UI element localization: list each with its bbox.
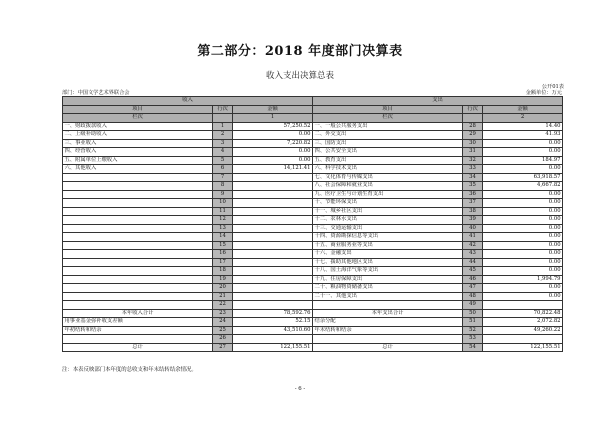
income-amount-cell (233, 284, 313, 293)
expense-rowno-cell: 32 (463, 156, 483, 165)
income-item-cell: 四、经营收入 (63, 148, 213, 157)
income-rowno-cell: 7 (213, 173, 233, 182)
table-title: 收入支出决算总表 (265, 71, 334, 81)
table-row (63, 199, 563, 208)
table-row (63, 292, 563, 301)
income-rowno-cell: 21 (213, 292, 233, 301)
income-amount-cell: 57,250.52 (233, 122, 313, 131)
income-rowno-cell: 13 (213, 224, 233, 233)
expense-amount-cell: 0.00 (483, 199, 563, 208)
document-title: 第二部分：2018 年度部门决算表 (197, 44, 403, 59)
income-amount-cell: 0.00 (233, 156, 313, 165)
income-item-cell: 总计 (63, 343, 213, 352)
expense-amount-cell (483, 335, 563, 344)
expense-item-header: 项目 (313, 105, 463, 114)
table-row (63, 165, 563, 174)
income-rowno-cell: 6 (213, 165, 233, 174)
income-item-cell (63, 275, 213, 284)
expense-item-cell: 十、节能环保支出 (313, 199, 463, 208)
table-row (63, 284, 563, 293)
expense-item-cell: 十七、援助其他地区支出 (313, 258, 463, 267)
expense-amount-cell: 1,994.79 (483, 275, 563, 284)
income-amount-cell (233, 275, 313, 284)
income-amount-cell (233, 335, 313, 344)
expense-amount-cell: 63,918.57 (483, 173, 563, 182)
income-amount-cell (233, 250, 313, 259)
income-rowno-cell: 8 (213, 182, 233, 191)
expense-rowno-cell: 39 (463, 216, 483, 225)
table-row (63, 241, 563, 250)
income-item-cell (63, 250, 213, 259)
expense-rowno-cell: 51 (463, 318, 483, 327)
table-row (63, 335, 563, 344)
expense-rowno-cell: 37 (463, 199, 483, 208)
income-rowno-cell: 17 (213, 258, 233, 267)
income-item-cell (63, 301, 213, 310)
table-meta-row (62, 89, 562, 96)
table-footnote: 注：本表反映部门本年度的总收支和年末结转结余情况。 (62, 367, 197, 373)
expense-amount-cell: 4,667.82 (483, 182, 563, 191)
table-row (63, 224, 563, 233)
expense-header: 支出 (313, 97, 563, 106)
table-row (63, 326, 563, 335)
table-row (63, 250, 563, 259)
income-expense-table (62, 96, 563, 352)
income-item-header: 项目 (63, 105, 213, 114)
table-row (63, 318, 563, 327)
income-item-cell: 本年收入合计 (63, 309, 213, 318)
income-amount-cell (233, 292, 313, 301)
table-row (63, 182, 563, 191)
expense-rowno-header: 行次 (463, 105, 483, 114)
income-amount-cell: 0.00 (233, 131, 313, 140)
expense-rowno-cell: 30 (463, 139, 483, 148)
income-amount-cell (233, 241, 313, 250)
expense-amount-cell: 0.00 (483, 148, 563, 157)
expense-item-cell: 年末结转和结余 (313, 326, 463, 335)
expense-item-cell: 十九、住房保障支出 (313, 275, 463, 284)
expense-amount-cell: 70,822.48 (483, 309, 563, 318)
expense-rowno-cell: 28 (463, 122, 483, 131)
expense-rowno-cell: 44 (463, 258, 483, 267)
income-item-cell: 一、财政拨款收入 (63, 122, 213, 131)
income-rowno-cell: 11 (213, 207, 233, 216)
expense-amount-cell (483, 301, 563, 310)
table-row (63, 207, 563, 216)
income-amount-cell (233, 182, 313, 191)
income-rowno-cell: 3 (213, 139, 233, 148)
expense-item-cell: 一、一般公共服务支出 (313, 122, 463, 131)
expense-rowno-cell: 41 (463, 233, 483, 242)
expense-rowno-cell: 50 (463, 309, 483, 318)
expense-amount-cell: 184.97 (483, 156, 563, 165)
table-row (63, 173, 563, 182)
income-item-cell (63, 173, 213, 182)
expense-amount-cell: 0.00 (483, 241, 563, 250)
expense-amount-cell: 0.00 (483, 139, 563, 148)
expense-amount-cell: 41.93 (483, 131, 563, 140)
expense-rowno-cell: 38 (463, 207, 483, 216)
income-colnum-value: 1 (233, 114, 313, 123)
expense-item-cell: 十一、城乡社区支出 (313, 207, 463, 216)
column-header-row (63, 105, 563, 114)
expense-item-cell: 十八、国土海洋气象等支出 (313, 267, 463, 276)
expense-item-cell: 十四、资源勘探信息等支出 (313, 233, 463, 242)
income-rowno-cell: 23 (213, 309, 233, 318)
income-rowno-cell: 20 (213, 284, 233, 293)
expense-amount-header: 金额 (483, 105, 563, 114)
income-rowno-cell: 2 (213, 131, 233, 140)
expense-colnum-label: 栏次 (313, 114, 463, 123)
income-rowno-cell: 25 (213, 326, 233, 335)
column-number-row (63, 114, 563, 123)
expense-amount-cell: 0.00 (483, 267, 563, 276)
income-rowno-cell: 18 (213, 267, 233, 276)
expense-item-cell: 十五、商业服务业等支出 (313, 241, 463, 250)
income-item-cell (63, 190, 213, 199)
expense-item-cell: 二十一、其他支出 (313, 292, 463, 301)
table-row (63, 190, 563, 199)
income-colnum-label: 栏次 (63, 114, 213, 123)
expense-item-cell: 结余分配 (313, 318, 463, 327)
expense-colnum-value: 2 (483, 114, 563, 123)
expense-amount-cell: 14.40 (483, 122, 563, 131)
expense-amount-cell: 0.00 (483, 165, 563, 174)
expense-amount-cell: 0.00 (483, 233, 563, 242)
table-row (63, 216, 563, 225)
income-item-cell (63, 267, 213, 276)
expense-item-cell (313, 335, 463, 344)
expense-colnum-empty (463, 114, 483, 123)
income-rowno-cell: 16 (213, 250, 233, 259)
income-item-cell: 五、附属单位上缴收入 (63, 156, 213, 165)
expense-item-cell: 五、教育支出 (313, 156, 463, 165)
amount-unit: 金额单位：万元 (525, 90, 562, 96)
department-name: 部门：中国文学艺术界联合会 (62, 90, 130, 96)
expense-item-cell: 十三、交通运输支出 (313, 224, 463, 233)
expense-item-cell: 十六、金融支出 (313, 250, 463, 259)
income-amount-cell: 78,592.76 (233, 309, 313, 318)
income-rowno-cell: 19 (213, 275, 233, 284)
income-rowno-cell: 12 (213, 216, 233, 225)
income-rowno-cell: 15 (213, 241, 233, 250)
income-amount-header: 金额 (233, 105, 313, 114)
income-amount-cell (233, 233, 313, 242)
income-amount-cell: 43,510.60 (233, 326, 313, 335)
expense-rowno-cell: 31 (463, 148, 483, 157)
table-row (63, 131, 563, 140)
income-item-cell: 六、其他收入 (63, 165, 213, 174)
expense-item-cell (313, 301, 463, 310)
income-rowno-cell: 24 (213, 318, 233, 327)
table-row (63, 139, 563, 148)
income-amount-cell (233, 207, 313, 216)
table-row (63, 258, 563, 267)
income-rowno-cell: 4 (213, 148, 233, 157)
income-amount-cell: 52.15 (233, 318, 313, 327)
expense-item-cell: 七、文化体育与传媒支出 (313, 173, 463, 182)
table-row (63, 122, 563, 131)
expense-amount-cell: 49,260.22 (483, 326, 563, 335)
income-amount-cell: 14,121.41 (233, 165, 313, 174)
income-amount-cell (233, 199, 313, 208)
income-rowno-cell: 22 (213, 301, 233, 310)
expense-rowno-cell: 35 (463, 182, 483, 191)
expense-rowno-cell: 40 (463, 224, 483, 233)
income-item-cell (63, 224, 213, 233)
expense-rowno-cell: 42 (463, 241, 483, 250)
income-colnum-empty (213, 114, 233, 123)
income-amount-cell: 0.00 (233, 148, 313, 157)
income-amount-cell (233, 267, 313, 276)
income-amount-cell: 7,220.82 (233, 139, 313, 148)
expense-item-cell: 六、科学技术支出 (313, 165, 463, 174)
table-row (63, 156, 563, 165)
income-item-cell (63, 335, 213, 344)
expense-item-cell: 三、国防支出 (313, 139, 463, 148)
page-number: - 6 - (294, 386, 306, 392)
expense-rowno-cell: 47 (463, 284, 483, 293)
expense-rowno-cell: 33 (463, 165, 483, 174)
expense-item-cell: 总计 (313, 343, 463, 352)
form-number: 公开01表 (541, 84, 564, 90)
expense-amount-cell: 0.00 (483, 250, 563, 259)
income-rowno-header: 行次 (213, 105, 233, 114)
expense-rowno-cell: 54 (463, 343, 483, 352)
income-rowno-cell: 26 (213, 335, 233, 344)
income-item-cell (63, 216, 213, 225)
income-item-cell (63, 241, 213, 250)
table-row (63, 309, 563, 318)
income-rowno-cell: 10 (213, 199, 233, 208)
expense-amount-cell: 0.00 (483, 190, 563, 199)
expense-rowno-cell: 46 (463, 275, 483, 284)
expense-rowno-cell: 43 (463, 250, 483, 259)
expense-item-cell: 二、外交支出 (313, 131, 463, 140)
expense-rowno-cell: 49 (463, 301, 483, 310)
income-item-cell (63, 207, 213, 216)
income-amount-cell (233, 216, 313, 225)
expense-amount-cell: 0.00 (483, 258, 563, 267)
table-row (63, 233, 563, 242)
table-row (63, 267, 563, 276)
income-item-cell (63, 292, 213, 301)
income-item-cell (63, 199, 213, 208)
expense-item-cell: 二十、粮油物资储备支出 (313, 284, 463, 293)
income-item-cell (63, 258, 213, 267)
expense-item-cell: 本年支出合计 (313, 309, 463, 318)
expense-amount-cell: 0.00 (483, 284, 563, 293)
expense-amount-cell: 0.00 (483, 216, 563, 225)
income-amount-cell (233, 258, 313, 267)
income-rowno-cell: 27 (213, 343, 233, 352)
income-item-cell (63, 284, 213, 293)
expense-rowno-cell: 48 (463, 292, 483, 301)
income-item-cell (63, 233, 213, 242)
income-rowno-cell: 1 (213, 122, 233, 131)
income-rowno-cell: 5 (213, 156, 233, 165)
table-row (63, 275, 563, 284)
table-row (63, 148, 563, 157)
expense-rowno-cell: 29 (463, 131, 483, 140)
income-amount-cell (233, 190, 313, 199)
expense-amount-cell: 0.00 (483, 292, 563, 301)
income-item-cell: 三、事业收入 (63, 139, 213, 148)
expense-rowno-cell: 36 (463, 190, 483, 199)
expense-amount-cell: 122,155.51 (483, 343, 563, 352)
expense-item-cell: 四、公共安全支出 (313, 148, 463, 157)
income-item-cell (63, 182, 213, 191)
section-header-row (63, 97, 563, 106)
income-amount-cell (233, 173, 313, 182)
expense-item-cell: 九、医疗卫生与计划生育支出 (313, 190, 463, 199)
expense-rowno-cell: 45 (463, 267, 483, 276)
expense-rowno-cell: 34 (463, 173, 483, 182)
income-header: 收入 (63, 97, 313, 106)
expense-amount-cell: 0.00 (483, 224, 563, 233)
income-item-cell: 年初结转和结余 (63, 326, 213, 335)
expense-amount-cell: 0.00 (483, 207, 563, 216)
expense-amount-cell: 2,072.82 (483, 318, 563, 327)
expense-rowno-cell: 52 (463, 326, 483, 335)
income-amount-cell: 122,155.51 (233, 343, 313, 352)
income-rowno-cell: 9 (213, 190, 233, 199)
table-row (63, 301, 563, 310)
income-item-cell: 二、上级补助收入 (63, 131, 213, 140)
income-amount-cell (233, 224, 313, 233)
table-row (63, 343, 563, 352)
income-amount-cell (233, 301, 313, 310)
expense-item-cell: 十二、农林水支出 (313, 216, 463, 225)
income-item-cell: 用事业基金弥补收支差额 (63, 318, 213, 327)
income-rowno-cell: 14 (213, 233, 233, 242)
expense-rowno-cell: 53 (463, 335, 483, 344)
expense-item-cell: 八、社会保障和就业支出 (313, 182, 463, 191)
